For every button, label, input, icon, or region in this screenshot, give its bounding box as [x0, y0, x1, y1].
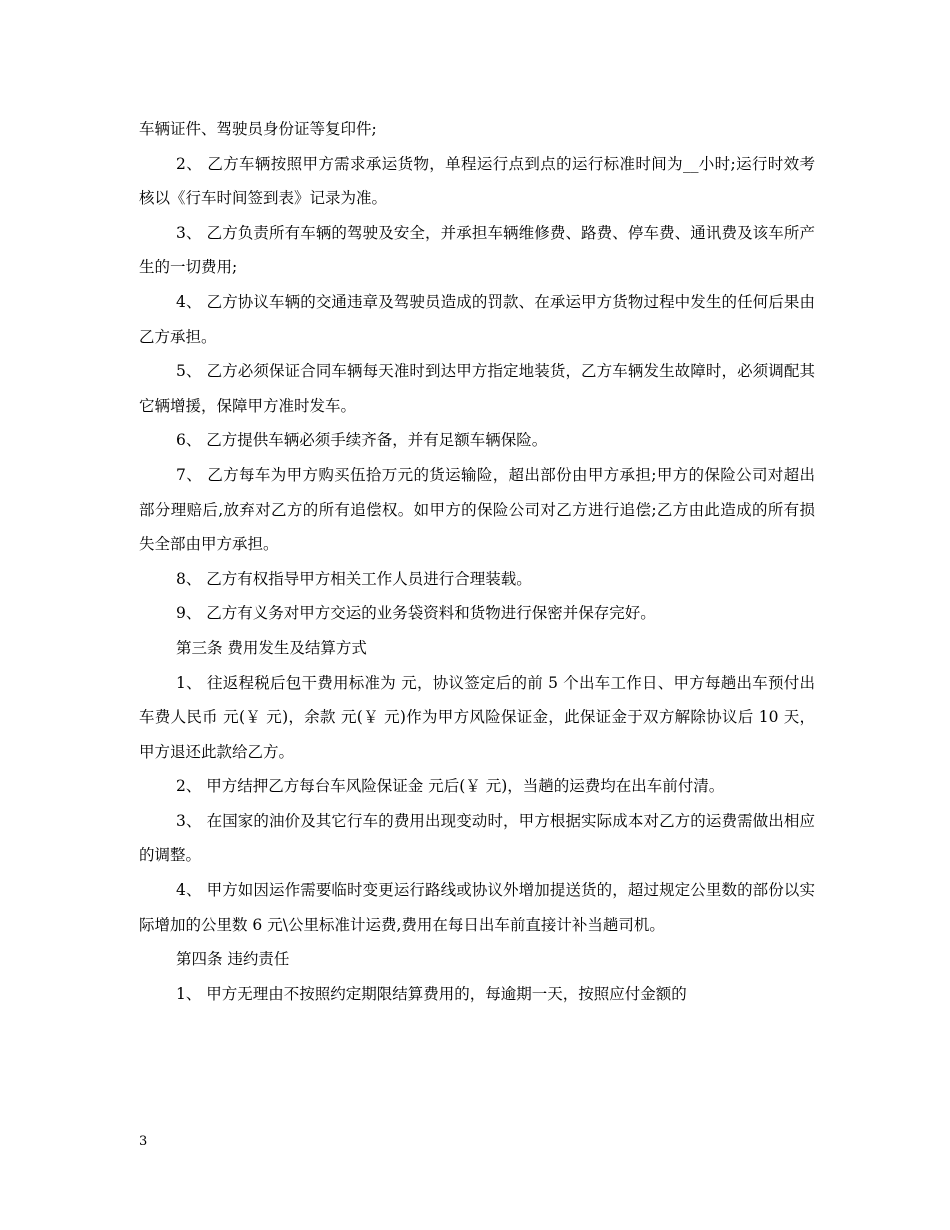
paragraph-4: 4、 乙方协议车辆的交通违章及驾驶员造成的罚款、在承运甲方货物过程中发生的任何后果由乙方承担。 [139, 292, 815, 346]
section-heading-article-3: 第三条 费用发生及结算方式 [176, 638, 367, 657]
paragraph-5: 5、 乙方必须保证合同车辆每天准时到达甲方指定地装货，乙方车辆发生故障时，必须调配其它辆增援，保障甲方准时发车。 [139, 362, 815, 415]
document-body [139, 112, 815, 1011]
paragraph-7: 7、 乙方每车为甲方购买伍拾万元的货运输险，超出部份由甲方承担;甲方的保险公司对超出部分理赔后,放弃对乙方的所有追偿权。如甲方的保险公司对乙方进行追偿;乙方由此造成的所有损失全部由甲方承担。 [139, 465, 815, 554]
paragraph-12: 2、 甲方结押乙方每台车风险保证金 元后(￥ 元)，当趟的运费均在出车前付清。 [176, 777, 725, 796]
paragraph-1: 车辆证件、驾驶员身份证等复印件; [139, 120, 377, 138]
paragraph-9: 9、 乙方有义务对甲方交运的业务袋资料和货物进行保密并保存完好。 [176, 604, 656, 623]
paragraph-8: 8、 乙方有权指导甲方相关工作人员进行合理装载。 [176, 569, 532, 588]
paragraph-13: 3、 在国家的油价及其它行车的费用出现变动时，甲方根据实际成本对乙方的运费需做出相应的调整。 [139, 811, 815, 865]
paragraph-14: 4、 甲方如因运作需要临时变更运行路线或协议外增加提送货的，超过规定公里数的部份以实际增加的公里数 6 元\公里标准计运费,费用在每日出车前直接计补当趟司机。 [139, 881, 815, 934]
page-number: 3 [139, 1134, 148, 1149]
paragraph-3: 3、 乙方负责所有车辆的驾驶及安全，并承担车辆维修费、路费、停车费、通讯费及该车所产生的一切费用; [139, 223, 815, 277]
paragraph-6: 6、 乙方提供车辆必须手续齐备，并有足额车辆保险。 [176, 431, 548, 450]
paragraph-2: 2、 乙方车辆按照甲方需求承运货物，单程运行点到点的运行标准时间为__小时;运行时效考核以《行车时间签到表》记录为准。 [139, 154, 815, 208]
section-heading-article-4: 第四条 违约责任 [176, 950, 290, 969]
paragraph-11: 1、 往返程税后包干费用标准为 元，协议签定后的前 5 个出车工作日、甲方每趟出车预付出车费人民币 元(￥ 元)，余款 元(￥ 元)作为甲方风险保证金，此保证金于双方解除协议后 10 天，甲方退还此款给乙方。 [139, 673, 815, 761]
paragraph-16: 1、 甲方无理由不按照约定期限结算费用的，每逾期一天，按照应付金额的 [176, 984, 687, 1003]
